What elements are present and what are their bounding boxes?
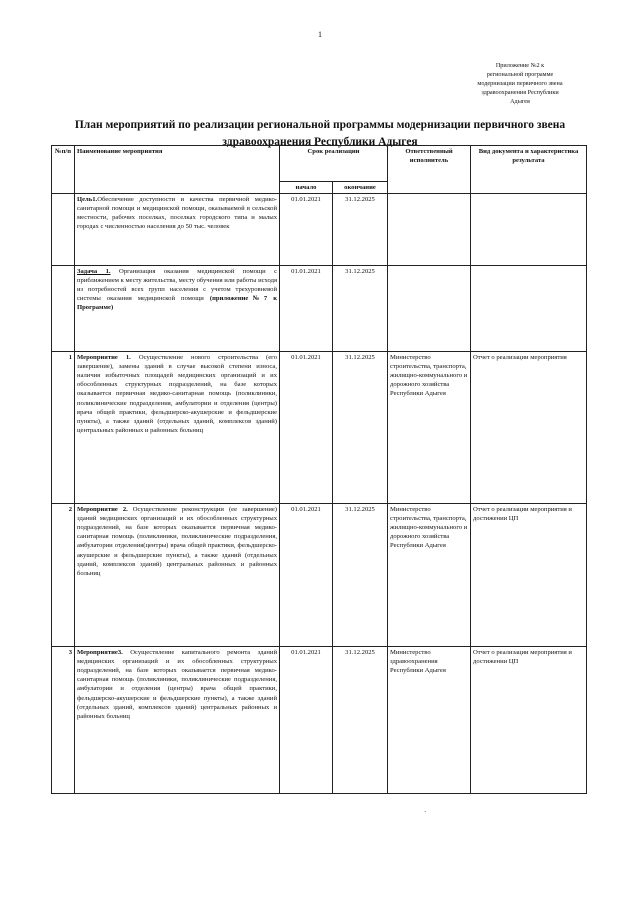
- row-description: [75, 352, 280, 504]
- title-line: здравоохранения Республики Адыгея: [222, 135, 418, 148]
- row-extra: (приложение№7 к Программе): [77, 295, 277, 312]
- appendix-note: [470, 62, 570, 107]
- row-num: 3: [52, 647, 75, 794]
- row-end: 31.12.2025: [333, 504, 388, 647]
- row-num: 1: [52, 352, 75, 504]
- table-row: [52, 504, 587, 647]
- row-start: 01.01.2021: [280, 194, 333, 266]
- row-start: 01.01.2021: [280, 647, 333, 794]
- appendix-line: модернизации первичного звена: [477, 79, 563, 87]
- row-end: 31.12.2025: [333, 647, 388, 794]
- row-text: Обеспечение доступности и качества первичной медико-санитарной помощи и медицинской помощи, оказываемой в сельской местности, рабочих поселках, поселках городского типа и малых городах с численностью населения до 50 тыс. человек: [77, 196, 277, 231]
- header-responsible: Ответственный исполнитель: [388, 146, 471, 194]
- table-row: [52, 194, 587, 266]
- row-start: 01.01.2021: [280, 504, 333, 647]
- row-label: Цель1.: [77, 196, 98, 204]
- header-document: Вид документа и характеристика результата: [471, 146, 587, 194]
- table-header-row: [52, 146, 587, 182]
- table-row: [52, 352, 587, 504]
- header-start: начало: [280, 182, 333, 194]
- row-text: Осуществление нового строительства (его завершение), замены зданий в случае высокой степени износа, наличия избыточных площадей медицинских организаций и их обособленных структурных подразделений, на базе которых оказывается первичная медико-санитарная помощь (поликлиники, поликлинические подразделения, амбулатории и отделения (центры) врача общей практики, фельдшерско-акушерские и фельдшерские пункты), а также зданий (отдельных зданий, комплексов зданий) центральных районных и районных больниц: [77, 354, 278, 434]
- row-description: [75, 194, 280, 266]
- row-document: Отчет о реализации мероприятия: [471, 352, 587, 504]
- row-responsible: Министерство здравоохранения Республики Адыгея: [388, 647, 471, 794]
- row-label: Мероприятие 2.: [77, 506, 128, 514]
- row-label: Мероприятие3.: [77, 649, 123, 657]
- row-responsible: [388, 266, 471, 352]
- row-end: 31.12.2025: [333, 352, 388, 504]
- row-label: Мероприятие 1.: [77, 354, 131, 362]
- row-description: [75, 504, 280, 647]
- row-text: Организация оказания медицинской помощи с приближением к месту жительства, месту обучения или работы исходя из потребностей всех групп населения с учетом трехуровневой системы оказания медицинской помощи: [77, 268, 278, 303]
- appendix-line: здравоохранения Республики: [481, 88, 559, 96]
- row-document: [471, 194, 587, 266]
- row-label: Задача 1.: [77, 268, 111, 276]
- row-responsible: Министерство строительства, транспорта, жилищно-коммунального и дорожного хозяйства Республики Адыгея: [388, 504, 471, 647]
- row-start: 01.01.2021: [280, 266, 333, 352]
- header-end: окончание: [333, 182, 388, 194]
- row-num: 2: [52, 504, 75, 647]
- row-responsible: Министерство строительства, транспорта, жилищно-коммунального и дорожного хозяйства Республики Адыгея: [388, 352, 471, 504]
- header-name: Наименование мероприятия: [75, 146, 280, 194]
- row-text: Осуществление капитального ремонта зданий медицинских организаций и их обособленных структурных подразделений, на базе которых оказывается первичная медико-санитарная помощь (поликлиники, поликлинические подразделения, амбулатории и отделения (центры) врача общей практики, фельдшерско-акушерские и фельдшерские пункты), а также зданий (отдельных зданий, комплексов зданий) центральных районных и районных больниц: [77, 649, 277, 720]
- row-description: [75, 266, 280, 352]
- page-number: 1: [318, 30, 322, 39]
- header-period: Срок реализации: [280, 146, 388, 182]
- row-text: Осуществление реконструкции (ее завершение) зданий медицинских организаций и их обособленных структурных подразделений, на базе которых оказывается первичная медико-санитарная помощь (поликлиники, поликлинические подразделения, амбулатории отделения(центры) врача общей практики, фельдшерско-акушерские и фельдшерские пункты), а также зданий (отдельных зданий, комплексов зданий) центральных районных и районных больниц: [77, 506, 277, 577]
- row-document: Отчет о реализации мероприятия и достижении ЦП: [471, 647, 587, 794]
- plan-table: [51, 145, 587, 794]
- title-line: План мероприятий по реализации региональной программы модернизации первичного звена: [74, 119, 566, 131]
- row-num: [52, 266, 75, 352]
- row-end: 31.12.2025: [333, 194, 388, 266]
- row-num: [52, 194, 75, 266]
- table-row: [52, 647, 587, 794]
- row-end: 31.12.2025: [333, 266, 388, 352]
- appendix-line: региональной программе: [486, 70, 554, 78]
- row-responsible: [388, 194, 471, 266]
- row-description: [75, 647, 280, 794]
- row-document: [471, 266, 587, 352]
- appendix-line: Адыгея: [510, 97, 530, 105]
- header-num: №п/п: [52, 146, 75, 194]
- row-start: 01.01.2021: [280, 352, 333, 504]
- row-document: Отчет о реализации мероприятия и достижении ЦП: [471, 504, 587, 647]
- footer-mark: ·: [424, 808, 427, 816]
- table-row: [52, 266, 587, 352]
- appendix-line: Приложение №2 к: [495, 62, 545, 69]
